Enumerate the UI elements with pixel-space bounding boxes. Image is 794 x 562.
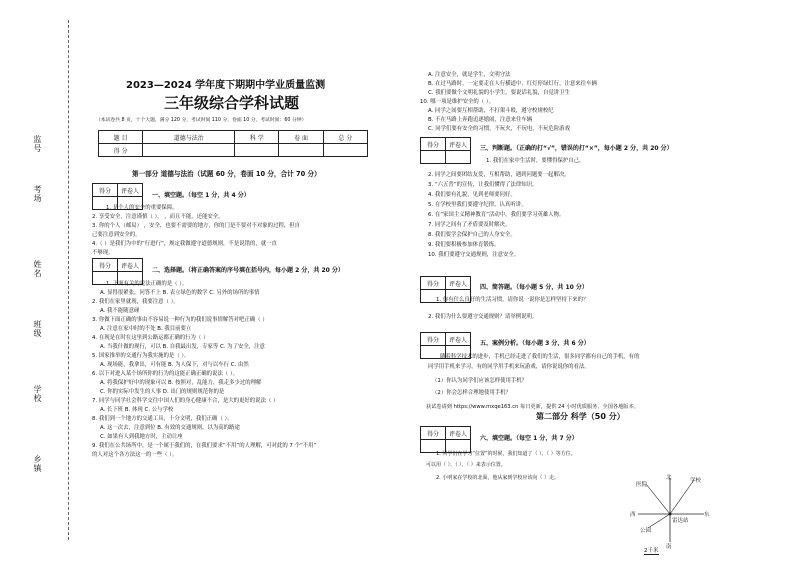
map-west: 西	[630, 512, 636, 518]
sw-line	[648, 514, 670, 528]
cell-score-neatness[interactable]	[279, 144, 323, 157]
map-park: 公园	[640, 528, 652, 534]
nw-line	[646, 484, 670, 514]
map-hospital: 医院	[636, 482, 648, 488]
cell-header-total: 总 分	[323, 131, 367, 144]
label-name: 姓名	[33, 260, 42, 278]
grader-box-6: 得分 评卷人	[420, 426, 471, 453]
map-school: 学校	[690, 478, 702, 484]
section6-title: 六、填空题。（每空 1 分，共 7 分）	[480, 435, 578, 442]
cell-header-item: 题 目	[99, 131, 143, 144]
section3-title: 三、判断题。（正确的打“√”，错误的打“×”，每小题 2 分，共 20 分）	[480, 145, 673, 152]
map-station: 雷达站	[672, 518, 689, 524]
label-school: 学校	[33, 385, 42, 403]
ne-line	[670, 480, 694, 514]
source-note: 获试卷请到 https://www.mxqe163.cn 每日更新，提供 24 小时优质服务，全国各地版本。	[426, 404, 639, 410]
cell-header-morality: 道德与法治	[143, 131, 235, 144]
binding-line	[68, 20, 69, 540]
cell-score-morality[interactable]	[143, 144, 235, 157]
cell-score-total[interactable]	[323, 144, 367, 157]
grader-box-4: 得分 评卷人	[420, 276, 471, 303]
label-kaohao: 监号	[33, 135, 42, 153]
exam-note: （本试卷共 8 页，十个大题，满分 120 分，考试时间 110 分，卷面 10 分，考试时间：60 分钟）	[96, 118, 307, 123]
map-north: 北	[666, 475, 672, 481]
cell-score-label: 得 分	[99, 144, 143, 157]
grader-box-5: 得分 评卷人	[420, 332, 471, 359]
label-town: 乡镇	[33, 455, 42, 473]
section1-title: 一、填空题。（每空 1 分，共 4 分）	[152, 192, 250, 199]
cell-header-neatness: 卷 面	[279, 131, 323, 144]
section2-title: 二、选择题。（将正确答案的序号填在括号内，每小题 2 分，共 20 分）	[152, 267, 344, 274]
section4-title: 四、简答题。（每小题 5 分，共 10 分）	[480, 284, 588, 291]
grader-box-3: 得分 评卷人	[420, 137, 471, 164]
map-scale: 2千米	[644, 548, 659, 554]
label-class: 班级	[33, 320, 42, 338]
map-east: 东	[704, 512, 710, 518]
map-south: 南	[666, 544, 672, 550]
part1-heading: 第一部分 道德与法治（试题 60 分，卷面 10 分，合计 70 分）	[132, 170, 321, 178]
label-kaochang: 考场	[33, 185, 42, 203]
cell-score-science[interactable]	[235, 144, 279, 157]
cell-header-science: 科 学	[235, 131, 279, 144]
exam-title-line1: 2023—2024 学年度下期期中学业质量监测	[126, 80, 326, 91]
part2-heading: 第二部分 科学（50 分）	[536, 412, 625, 421]
section5-title: 五、案例分析。（每小题 3 分，共 6 分）	[480, 340, 590, 347]
score-table	[98, 130, 368, 157]
exam-title-line2: 三年级综合学科试题	[164, 94, 300, 112]
grader-box-1: 得分 评卷人	[92, 183, 143, 210]
grader-box-2: 得分 评卷人	[92, 258, 143, 285]
